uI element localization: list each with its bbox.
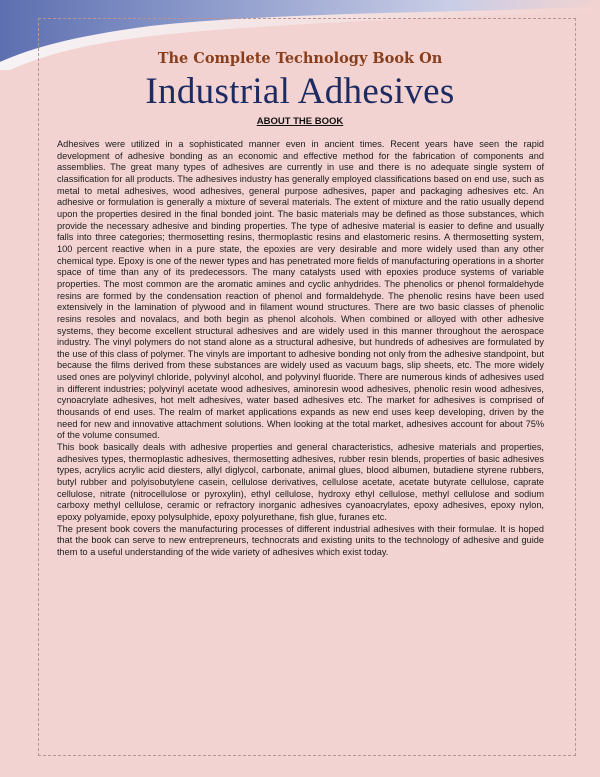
paragraph: The present book covers the manufacturing processes of different industrial adhesives with their formulae. It is hoped that the book can serve to new entrepreneurs, technocrats and existing units to the technology of adhesive and guide them to a useful understanding of the wide variety of adhesives which exist today.: [57, 523, 544, 557]
book-description: [57, 139, 544, 559]
paragraph: Adhesives were utilized in a sophisticated manner even in ancient times. Recent years have seen the rapid development of adhesive bonding as an economic and effective method for the fabrication of components and assemblies. The great many types of adhesives are currently in use and there is no adequate single system of classification for all products. The adhesives industry has generally employed classifications based on end use, such as metal to metal adhesives, wood adhesives, general purpose adhesives, paper and packaging adhesives etc. An adhesive or formulation is generally a mixture of several materials. The extent of mixture and the ratio usually depend upon the properties desired in the final bonded joint. The basic materials may be defined as those substances, which provide the necessary adhesive and binding properties. The type of adhesive material is easier to define and usually falls into three categories; thermosetting resins, thermoplastic resins and elastomeric resins. A thermosetting system, 100 percent reactive when in a pure state, the epoxies are very desirable and more widely used than any other chemical type. Epoxy is one of the newer types and has penetrated more fields of manufacturing operations in a shorter space of time than any of its predecessors. The many catalysts used with epoxies produce systems of variable properties. The most common are the aromatic amines and cyclic anhydrides. The phenolics or phenol formaldehyde resins are formed by the condensation reaction of phenol and formaldehyde. The phenolic resins have been used extensively in the lamination of plywood and in filament wound structures. There are two basic classes of phenolic resins resoles and novalacs, and both begin as phenol alcohols. When combined or alloyed with other adhesive systems, they become excellent structural adhesives and are widely used in this manner throughout the aerospace industry. The vinyl polymers do not stand alone as a structural adhesive, but hundreds of adhesives are formulated by the use of this class of polymer. The vinyls are important to adhesive bonding not only from the adhesive standpoint, but because the films derived from these substances are widely used as vacuum bags, slip sheets, etc. The more widely used ones are polyvinyl chloride, polyvinyl alcohol, and polyvinyl fluoride. There are numerous kinds of adhesives used in different industries; polyvinyl acetate wood adhesives, aminoresin wood adhesives, phenolic resin wood adhesives, cynoacrylate adhesives, hot melt adhesives, water based adhesives etc. The market for adhesives is comprised of thousands of end uses. The realm of market applications expands as new end uses keep developing, driven by the need for new and innovative attachment solutions. When looking at the total market, adhesives account for about 75% of the volume consumed.: [57, 139, 544, 441]
section-heading: ABOUT THE BOOK: [256, 116, 344, 127]
book-title: Industrial Adhesives: [145, 71, 455, 112]
book-subtitle: The Complete Technology Book On: [157, 50, 443, 67]
paragraph: This book basically deals with adhesive properties and general characteristics, adhesive materials and properties, adhesives types, thermoplastic adhesives, thermosetting adhesives, rubber resin blends, properties of basic adhesives types, acrylics acrylic acid diesters, allyl diglycol, carbonate, animal glues, blood albumen, butadiene styrene rubbers, butyl rubber and polyisobutylene casein, cellulose derivatives, cellulose acetate, acetate butyrate cellulose, caprate cellulose, nitrate (nitrocellulose or pyroxylin), ethyl cellulose, hydroxy ethyl cellulose, methyl cellulose and sodium carboxy methyl cellulose, ceramic or refractory inorganic adhesives cyanoacrylates, epoxy adhesives, epoxy nylon, epoxy polyamide, epoxy polysulphide, epoxy polyurethane, fish glue, furanes etc.: [57, 442, 544, 522]
